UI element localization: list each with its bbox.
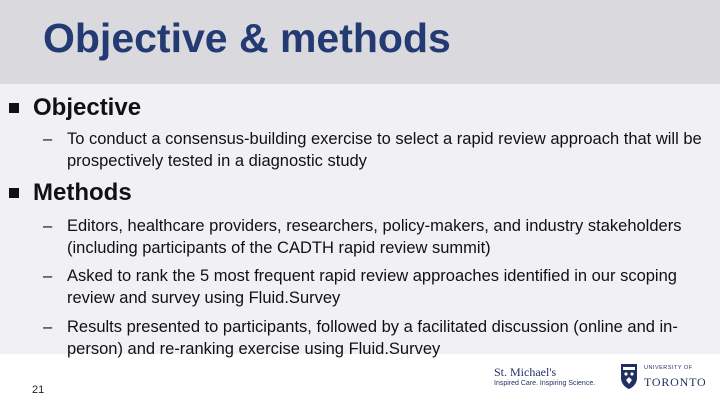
university-of-toronto-logo (620, 360, 714, 394)
methods-item-1 (43, 215, 713, 259)
section-heading-objective (9, 96, 141, 120)
section-heading-text: Methods (33, 179, 132, 206)
objective-item (43, 128, 713, 172)
methods-item-text: Editors, healthcare providers, researchers, policy-makers, and industry stakeholders (including participants of the CADTH rapid review summit) (67, 217, 682, 257)
uoft-logo-wordmark: TORONTO (644, 375, 707, 389)
dash-bullet: – (43, 217, 53, 235)
methods-item-2 (43, 265, 713, 309)
dash-bullet: – (43, 318, 53, 336)
square-bullet-icon (9, 188, 19, 198)
section-heading-methods (9, 181, 132, 205)
st-michaels-logo-name: St. Michael's (494, 365, 557, 379)
uoft-logo-small-text: UNIVERSITY OF (644, 365, 693, 371)
square-bullet-icon (9, 103, 19, 113)
slide-title: Objective & methods (43, 15, 451, 61)
dash-bullet: – (43, 267, 53, 285)
st-michaels-logo-tagline: Inspired Care. Inspiring Science. (494, 380, 596, 387)
methods-item-3 (43, 316, 713, 360)
methods-item-text: Asked to rank the 5 most frequent rapid review approaches identified in our scoping review and survey using Fluid.Survey (67, 267, 677, 307)
methods-item-text: Results presented to participants, followed by a facilitated discussion (online and in-person) and re-ranking exercise using Fluid.Survey (67, 318, 678, 358)
dash-bullet: – (43, 130, 53, 148)
st-michaels-logo (494, 366, 606, 392)
page-number: 21 (32, 384, 45, 396)
section-heading-text: Objective (33, 94, 142, 121)
crest-icon (620, 362, 638, 390)
objective-item-text: To conduct a consensus-building exercise to select a rapid review approach that will be prospectively tested in a diagnostic study (67, 130, 702, 170)
